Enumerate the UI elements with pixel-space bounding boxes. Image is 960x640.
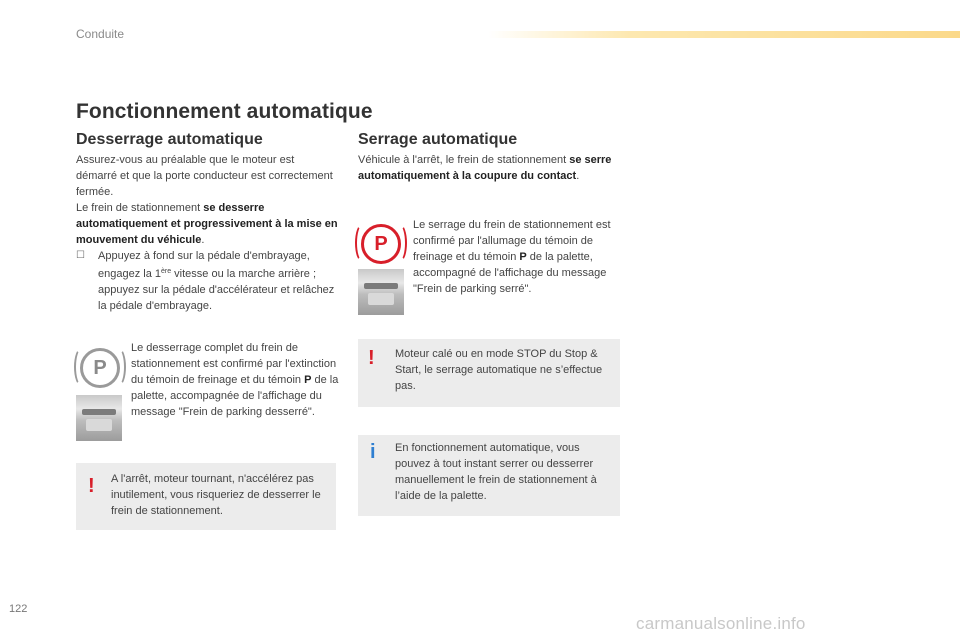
info-box-manual bbox=[358, 435, 620, 516]
apply-intro-pre: Véhicule à l'arrêt, le frein de stationnement bbox=[358, 154, 570, 166]
lever-grip bbox=[368, 293, 394, 305]
page-title: Fonctionnement automatique bbox=[76, 100, 373, 123]
parking-letter: P bbox=[374, 232, 388, 255]
release-confirmation-pre: Le desserrage complet du frein de stationnement est confirmé par l'extinction du témoin de freinage et du témoin bbox=[131, 342, 337, 386]
apply-confirmation-bold: P bbox=[519, 251, 527, 263]
release-intro-text-1: Assurez-vous au préalable que le moteur est démarré et que la porte conducteur est correctement fermée. bbox=[76, 154, 333, 198]
checkbox-bullet-icon: ☐ bbox=[76, 250, 85, 261]
apply-intro-bold: se serre automatiquement à la coupure du contact bbox=[358, 154, 612, 182]
release-intro-2-pre: Le frein de stationnement bbox=[76, 202, 204, 214]
warning-box-release bbox=[76, 463, 336, 530]
bracket-left bbox=[355, 224, 369, 262]
release-instruction-pre: Appuyez à fond sur la pédale d'embrayage, engagez la 1 bbox=[98, 250, 310, 280]
lever-grip bbox=[86, 419, 112, 431]
warning-text-apply: Moteur calé ou en mode STOP du Stop & Start, le serrage automatique ne s’effectue pas. bbox=[395, 348, 603, 392]
release-confirmation-bold: P bbox=[304, 374, 312, 386]
watermark: carmanualsonline.info bbox=[636, 614, 806, 633]
apply-confirmation-post: de la palette, accompagné de l'affichage du message "Frein de parking serré". bbox=[413, 251, 607, 295]
lever-slot bbox=[82, 409, 116, 415]
release-instruction-sup: ère bbox=[161, 268, 172, 275]
apply-intro bbox=[358, 152, 620, 184]
warning-box-apply bbox=[358, 339, 620, 407]
bracket-left bbox=[74, 348, 88, 386]
warning-icon: ! bbox=[88, 475, 95, 497]
info-text-manual: En fonctionnement automatique, vous pouvez à tout instant serrer ou desserrer manuellement le frein de stationnement à l’aide de la palette. bbox=[395, 442, 597, 502]
section-title-release: Desserrage automatique bbox=[76, 131, 263, 148]
bracket-right bbox=[393, 224, 407, 262]
section-header: Conduite bbox=[76, 27, 125, 41]
page-number: 122 bbox=[9, 603, 28, 615]
release-instruction bbox=[76, 248, 338, 314]
apply-intro-post: . bbox=[576, 170, 580, 182]
release-instruction-post: vitesse ou la marche arrière ; appuyez sur la pédale d'accélérateur et relâchez la pédale d'embrayage. bbox=[98, 268, 335, 312]
warning-icon: ! bbox=[368, 347, 375, 369]
release-intro-2-bold: se desserre automatiquement et progressivement à la mise en mouvement du véhicule bbox=[76, 202, 338, 246]
parking-letter: P bbox=[93, 356, 107, 379]
lever-slot bbox=[364, 283, 398, 289]
bracket-right bbox=[112, 348, 126, 386]
parking-brake-red-icon bbox=[361, 224, 401, 264]
brake-lever-icon bbox=[358, 269, 404, 315]
release-instruction-text bbox=[98, 248, 338, 314]
release-intro bbox=[76, 152, 338, 314]
info-icon: i bbox=[370, 441, 376, 463]
release-intro-text-2 bbox=[76, 200, 338, 248]
parking-brake-grey-icon bbox=[80, 348, 120, 388]
apply-confirmation-pre: Le serrage du frein de stationnement est confirmé par l'allumage du témoin de freinage et du témoin bbox=[413, 219, 611, 263]
warning-text-release: A l'arrêt, moteur tournant, n'accélérez pas inutilement, vous risqueriez de desserrer le frein de stationnement. bbox=[111, 473, 321, 517]
header-accent-bar bbox=[488, 31, 960, 38]
release-confirmation-post: de la palette, accompagnée de l'affichage du message "Frein de parking desserré". bbox=[131, 374, 339, 418]
section-title-apply: Serrage automatique bbox=[358, 131, 518, 148]
release-intro-2-post: . bbox=[201, 234, 205, 246]
release-confirmation bbox=[131, 340, 341, 420]
apply-confirmation bbox=[413, 217, 625, 297]
brake-lever-icon bbox=[76, 395, 122, 441]
